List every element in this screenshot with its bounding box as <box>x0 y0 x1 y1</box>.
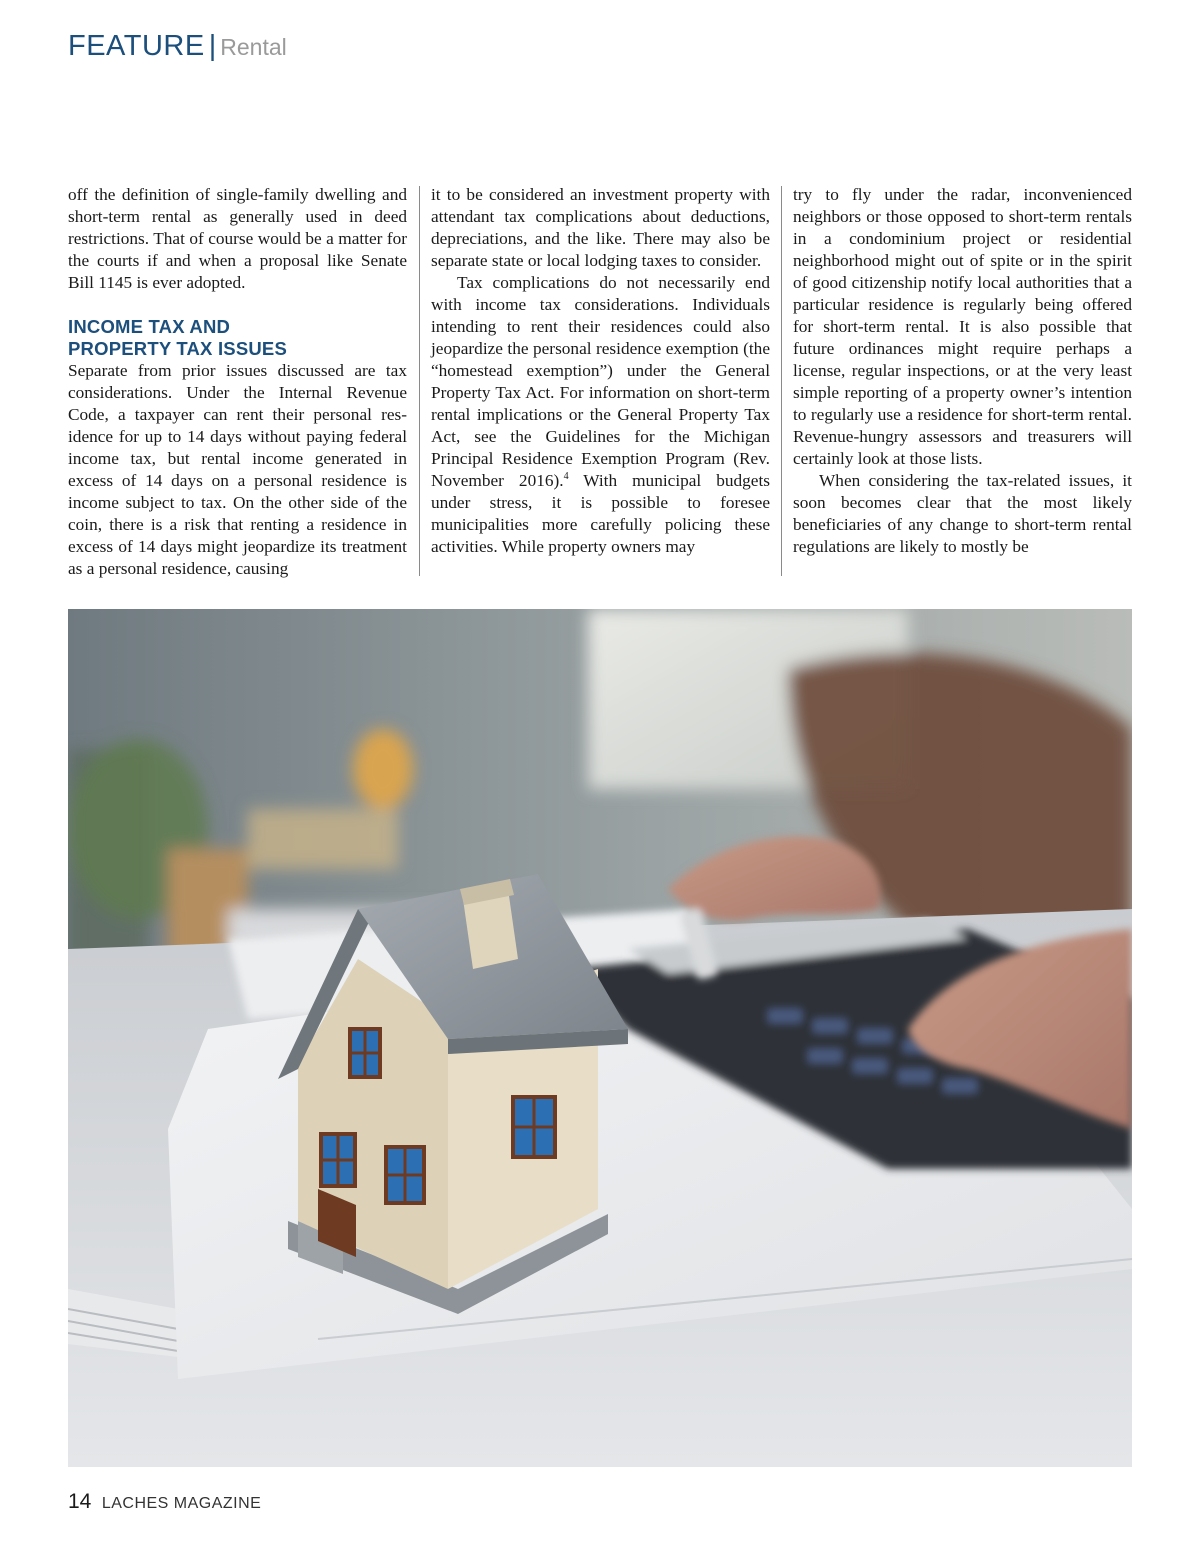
paragraph: try to fly under the radar, inconvenienced neighbors or those opposed to short-term rentals in a condominium project or residential neighborhood might out of spite or in the spirit of good citizenship notify local authorities that a particular residence is regularly being offered for short-term rental. It is also possible that future ordinances might require perhaps a license, regular inspections, or at the very least simple reporting of a property owner’s intention to regularly use a residence for short-term rental. Revenue-hungry assessors and treasurers will certainly look at those lists. <box>793 185 1132 468</box>
page-header <box>68 30 287 63</box>
column-divider <box>781 186 782 576</box>
heading-line: INCOME TAX AND <box>68 316 231 337</box>
feature-photo <box>68 609 1132 1467</box>
section-heading <box>68 316 407 360</box>
page-footer <box>68 1490 261 1514</box>
column-1 <box>68 184 407 580</box>
column-2 <box>431 184 770 558</box>
article-body <box>68 184 1132 584</box>
paragraph <box>431 272 770 558</box>
header-separator: | <box>208 30 217 62</box>
paragraph: off the definition of single-family dwelling and short-term rental as generally used in deed restrictions. That of course would be a matter for the courts if and when a proposal like Senate Bill 1145 is ever adopted. <box>68 185 407 292</box>
page-number: 14 <box>68 1490 92 1513</box>
column-3 <box>793 184 1132 558</box>
heading-line: PROPERTY TAX ISSUES <box>68 338 287 359</box>
paragraph: Separate from prior issues discussed are tax considerations. Under the Internal Revenue Code, a taxpayer can rent their personal residence for up to 14 days without paying federal income tax, but rental income generated in excess of 14 days on a personal residence is income subject to tax. On the other side of the coin, there is a risk that renting a residence in excess of 14 days might jeopardize its treatment as a personal residence, causing <box>68 361 407 578</box>
magazine-name: LACHES MAGAZINE <box>101 1495 262 1512</box>
house-model-calculator-illustration <box>68 609 1132 1467</box>
section-subtitle: Rental <box>220 34 287 60</box>
section-title: FEATURE <box>68 30 205 62</box>
paragraph-text: Tax complications do not necessarily end with income tax considerations. Individuals intending to rent their residences could also jeopardize the personal residence exemption (the “homestead exemption”) under the General Property Tax Act. For information on short-term rental implications or the General Property Tax Act, see the Guidelines for the Michigan Principal Residence Exemption Program (Rev. November 2016). <box>431 273 770 490</box>
column-divider <box>419 186 420 576</box>
paragraph: it to be considered an investment property with attendant tax complications about deductions, depreciations, and the like. There may also be separate state or local lodging taxes to consider. <box>431 185 770 270</box>
footnote-marker: 4 <box>563 471 569 483</box>
paragraph: When considering the tax-related issues, it soon becomes clear that the most likely beneficiaries of any change to short-term rental regulations are likely to mostly be <box>793 471 1132 556</box>
paragraph-text: With municipal budgets under stress, it is possible to foresee municipalities more carefully policing these activities. While property owners may <box>431 471 770 556</box>
